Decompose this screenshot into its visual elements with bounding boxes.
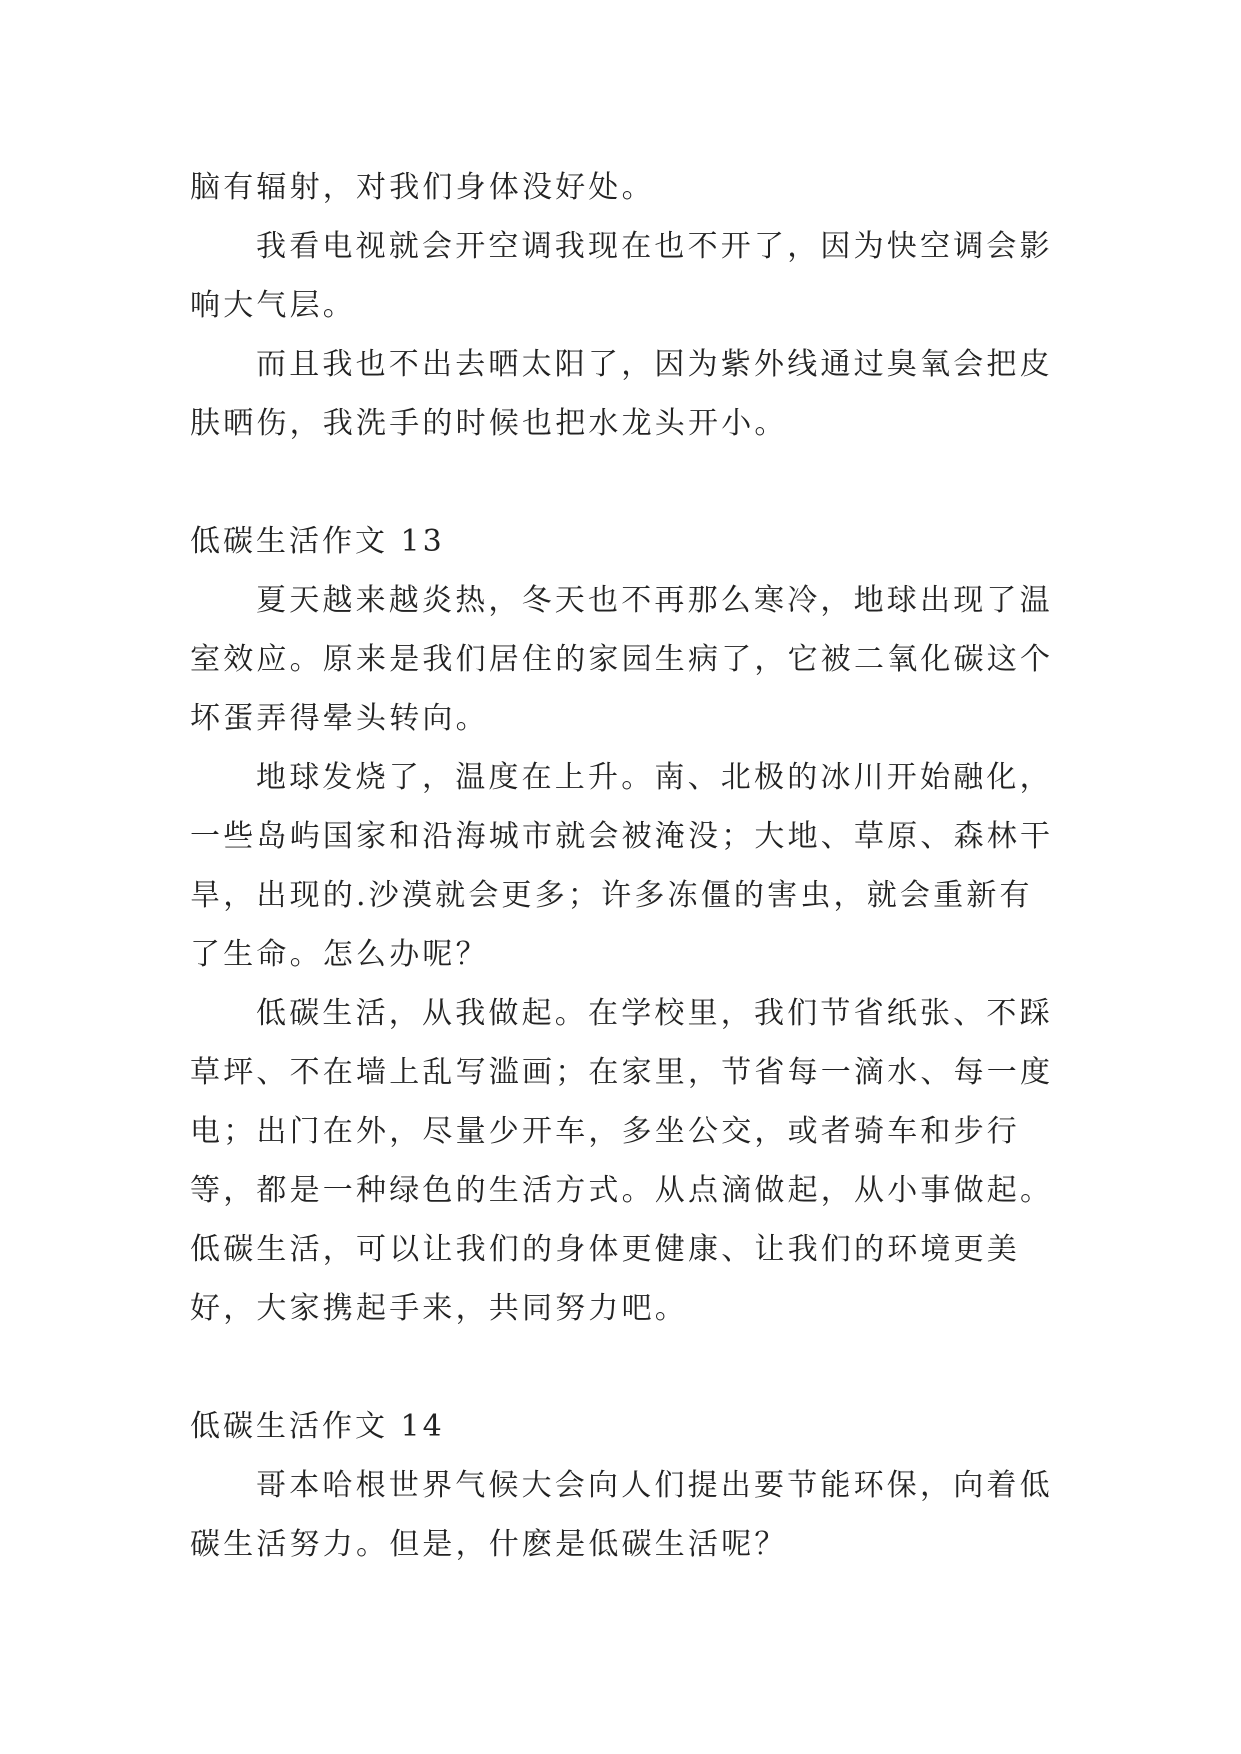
paragraph: 地球发烧了，温度在上升。南、北极的冰川开始融化，一些岛屿国家和沿海城市就会被淹没；大地、草原、森林干旱，出现的.沙漠就会更多；许多冻僵的害虫，就会重新有了生命。怎么办呢？ (190, 760, 1054, 972)
section-heading: 低碳生活作文 14 (190, 1409, 445, 1444)
paragraph: 哥本哈根世界气候大会向人们提出要节能环保，向着低碳生活努力。但是，什麽是低碳生活呢？ (190, 1468, 1053, 1562)
paragraph: 我看电视就会开空调我现在也不开了，因为快空调会影响大气层。 (190, 229, 1053, 323)
section-heading: 低碳生活作文 13 (190, 524, 445, 559)
paragraph: 而且我也不出去晒太阳了，因为紫外线通过臭氧会把皮肤晒伤，我洗手的时候也把水龙头开小。 (190, 347, 1053, 441)
paragraph: 夏天越来越炎热，冬天也不再那么寒冷，地球出现了温室效应。原来是我们居住的家园生病了，它被二氧化碳这个坏蛋弄得晕头转向。 (190, 583, 1054, 736)
paragraph: 低碳生活，从我做起。在学校里，我们节省纸张、不踩草坪、不在墙上乱写滥画；在家里，节省每一滴水、每一度电；出门在外，尽量少开车，多坐公交，或者骑车和步行等，都是一种绿色的生活方式。从点滴做起，从小事做起。低碳生活，可以让我们的身体更健康、让我们的环境更美好，大家携起手来，共同努力吧。 (190, 996, 1054, 1326)
paragraph: 脑有辐射，对我们身体没好处。 (190, 170, 655, 205)
document-body (190, 158, 1060, 1574)
